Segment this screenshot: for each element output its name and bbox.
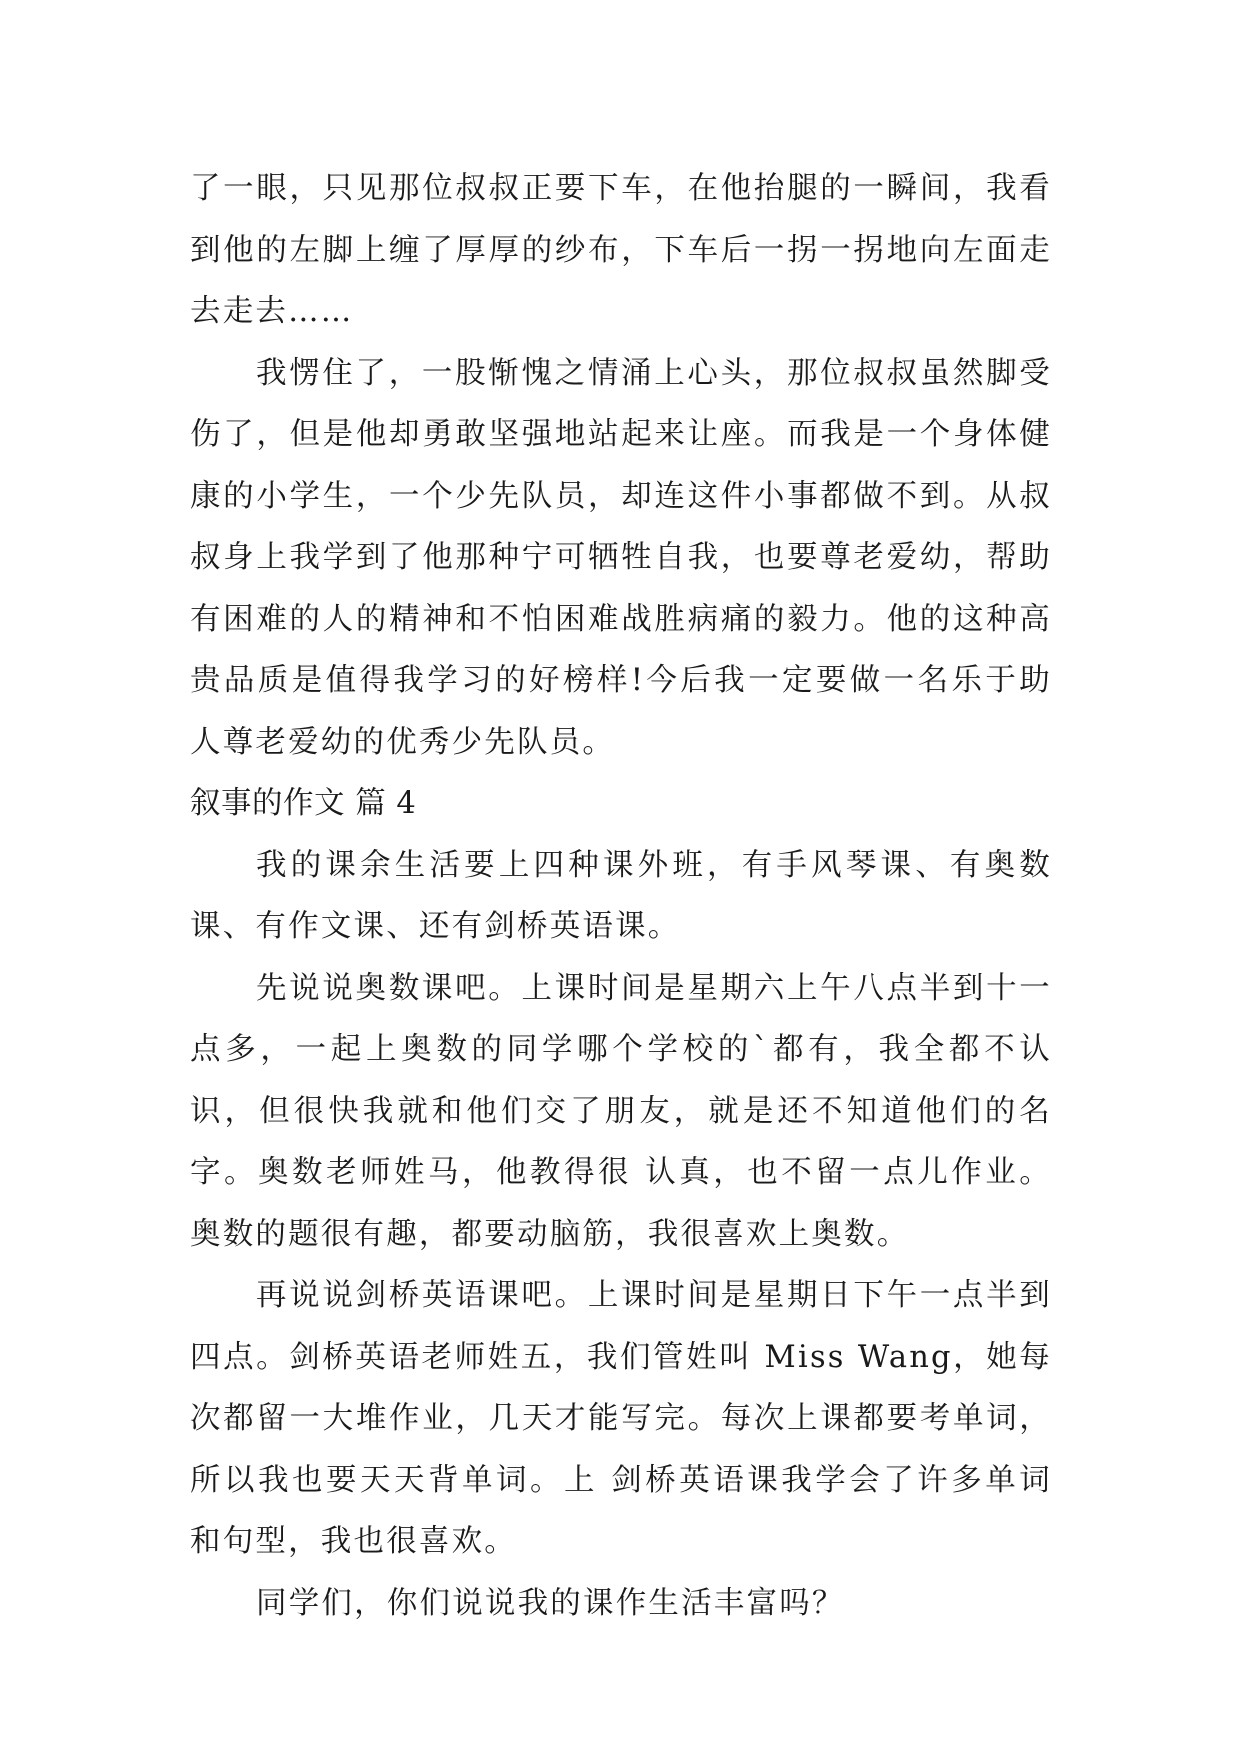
essay-4-paragraph-2: 先说说奥数课吧。上课时间是星期六上午八点半到十一点多，一起上奥数的同学哪个学校的`都有，我全都不认识，但很快我就和他们交了朋友，就是还不知道他们的名字。奥数老师姓马，他教得很 认真，也不留一点儿作业。奥数的题很有趣，都要动脑筋，我很喜欢上奥数。 bbox=[190, 970, 1052, 1252]
essay-3-conclusion-paragraph: 我愣住了，一股惭愧之情涌上心头，那位叔叔虽然脚受伤了，但是他却勇敢坚强地站起来让座。而我是一个身体健康的小学生，一个少先队员，却连这件小事都做不到。从叔叔身上我学到了他那种宁可牺牲自我，也要尊老爱幼，帮助有困难的人的精神和不怕困难战胜病痛的毅力。他的这种高贵品质是值得我学习的好榜样!今后我一定要做一名乐于助人尊老爱幼的优秀少先队员。 bbox=[190, 355, 1052, 760]
continuation-paragraph: 了一眼，只见那位叔叔正要下车，在他抬腿的一瞬间，我看到他的左脚上缠了厚厚的纱布，下车后一拐一拐地向左面走去走去…… bbox=[190, 171, 1052, 329]
essay-4-paragraph-4: 同学们，你们说说我的课作生活丰富吗？ bbox=[256, 1585, 845, 1621]
essay-4-paragraph-1: 我的课余生活要上四种课外班，有手风琴课、有奥数课、有作文课、还有剑桥英语课。 bbox=[190, 847, 1052, 944]
essay-4-paragraph-3: 再说说剑桥英语课吧。上课时间是星期日下午一点半到四点。剑桥英语老师姓五，我们管姓叫 Miss Wang，她每次都留一大堆作业，几天才能写完。每次上课都要考单词，所以我也要天天背单词。上 剑桥英语课我学会了许多单词和句型，我也很喜欢。 bbox=[190, 1278, 1052, 1559]
essay-4-heading: 叙事的作文 篇 4 bbox=[190, 786, 417, 821]
document-body bbox=[190, 158, 1052, 1634]
